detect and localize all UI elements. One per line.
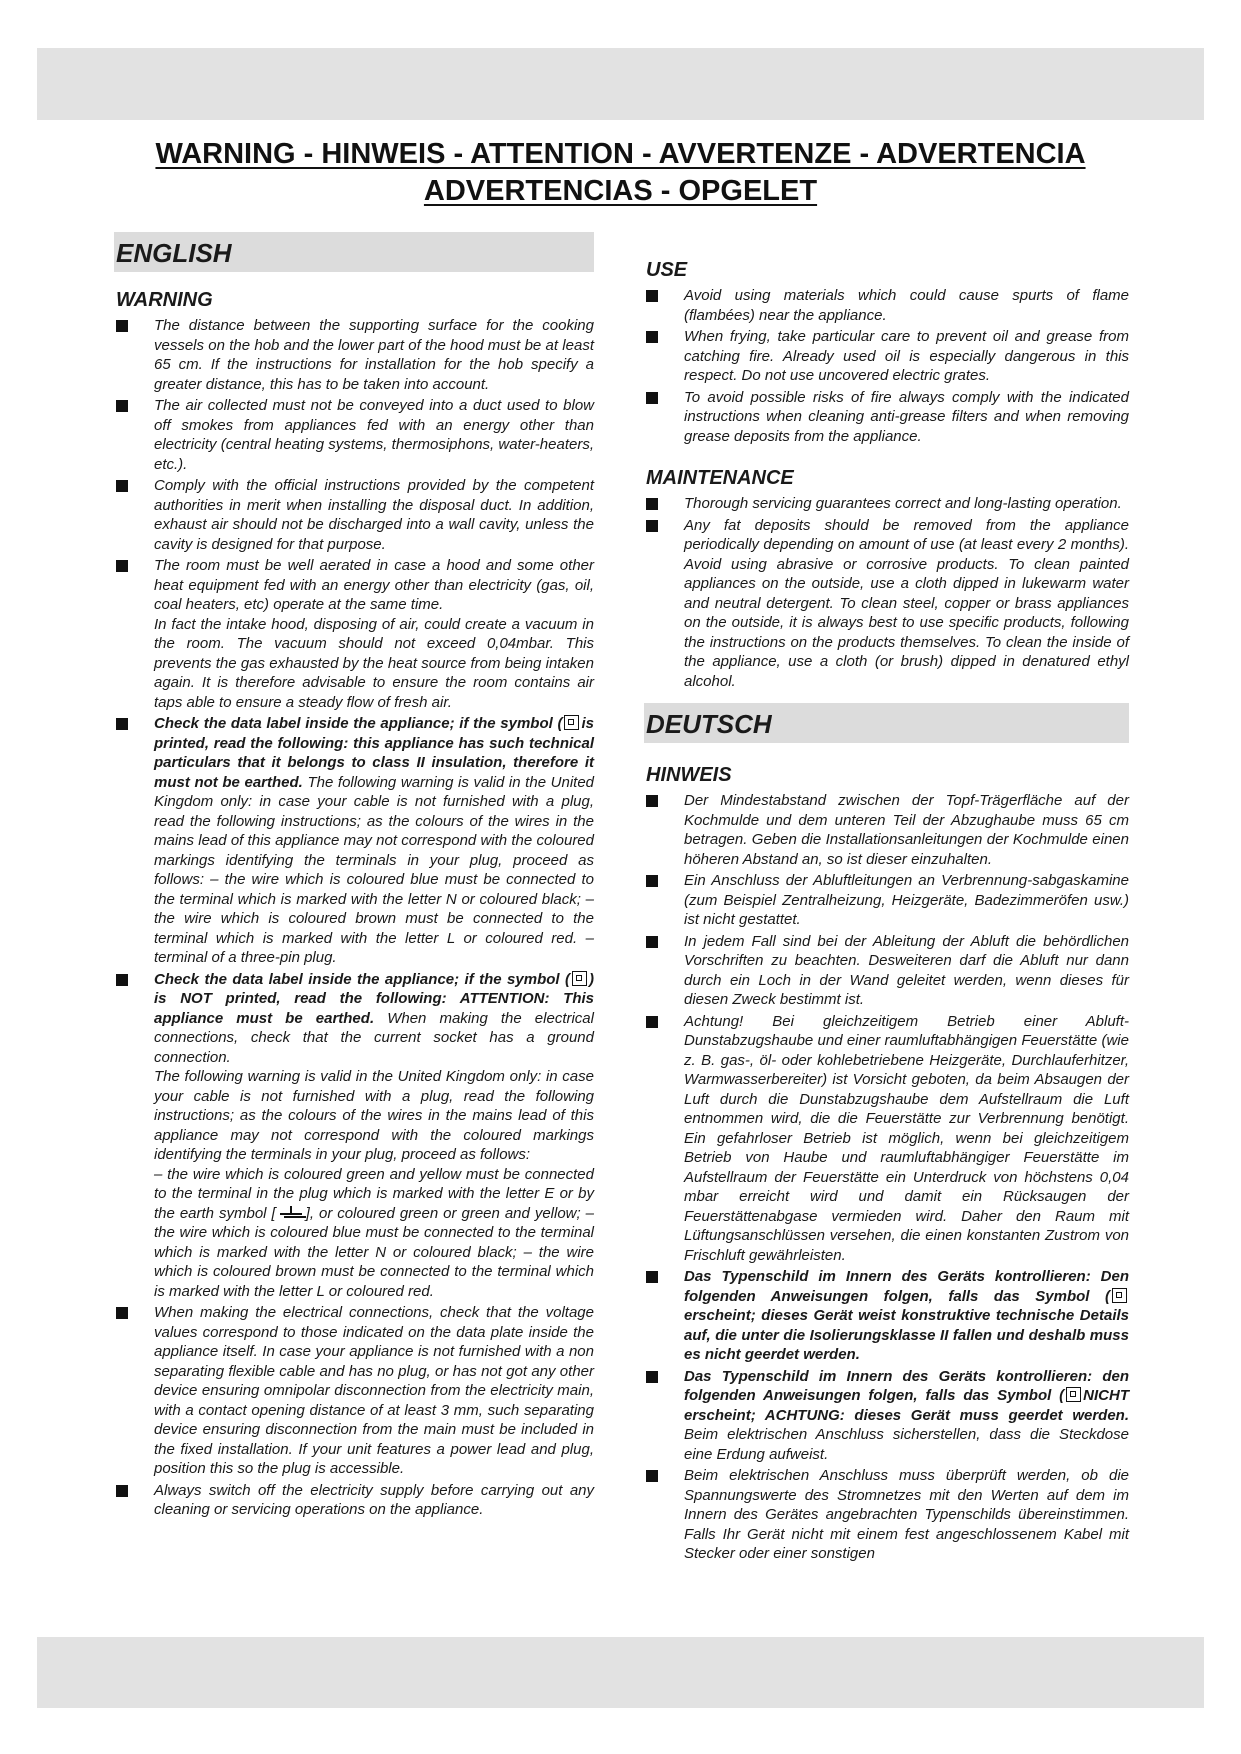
list-item: Ein Anschluss der Abluftleitungen an Verbrennung-sabgaskamine (zum Beispiel Zentralheizung, Heizgeräte, Badezimmeröfen usw.) ist nicht gestattet. <box>644 871 1129 930</box>
list-item: Achtung! Bei gleichzeitigem Betrieb einer Abluft-Dunstabzugshaube und einer raumluftabhängigen Feuerstätte (wie z. B. gas-, öl- oder kohlebetriebene Heizgeräte, Durchlauferhitzer, Warmwasserbereiter) ist Vorsicht geboten, da beim Absaugen der Luft durch die Dunstabzugshaube dem Aufstellraum die Luft entnommen wird, die die Feuerstätte zur Verbrennung benötigt. Ein gefahrloser Betrieb ist möglich, wenn bei gleichzeitigem Betrieb von Haube und raumluftabhängiger Feuerstätte im Aufstellraum der Feuerstätte ein Unterdruck von höchstens 0,04 mbar erreicht wird und damit ein Rücksaugen der Feuerstättenabgase vermieden wird. Daher den Raum mit Lüftungsanschlüssen versehen, die einen konstanten Zustrom von Frischluft gewährleisten. <box>644 1012 1129 1266</box>
section-heading-maintenance: MAINTENANCE <box>646 467 794 489</box>
list-item: The distance between the supporting surface for the cooking vessels on the hob and the lower part of the hood must be at least 65 cm. If the instructions for installation for the hob specify a greater distance, this has to be taken into account. <box>114 316 594 394</box>
footer-band <box>37 1637 1204 1708</box>
list-item: When frying, take particular care to prevent oil and grease from catching fire. Already used oil is especially dangerous in this respect. Do not use uncovered electric grates. <box>644 327 1129 386</box>
earth-symbol-icon <box>280 1206 302 1220</box>
class-ii-symbol-icon <box>1066 1387 1081 1402</box>
use-list <box>644 286 1129 446</box>
list-item: Das Typenschild im Innern des Geräts kontrollieren: Den folgenden Anweisungen folgen, falls das Symbol (erscheint; dieses Gerät weist konstruktive technische Details auf, die unter die Isolierungsklasse II fallen und deshalb muss es nicht geerdet werden. <box>644 1267 1129 1365</box>
maintenance-list <box>644 494 1129 691</box>
class-ii-symbol-icon <box>1112 1288 1127 1303</box>
lang-header-deutsch: DEUTSCH <box>644 703 1129 743</box>
class-ii-symbol-icon <box>564 715 579 730</box>
left-column <box>114 232 594 1522</box>
class-ii-symbol-icon <box>572 971 587 986</box>
list-item: When making the electrical connections, check that the voltage values correspond to those indicated on the data plate inside the appliance itself. In case your appliance is not furnished with a non separating flexible cable and has no plug, or has not got any other device ensuring omnipolar disconnection from the electricity main, with a contact opening distance of at least 3 mm, such separating device ensuring disconnection from the main must be included in the fixed installation. If your unit features a power lead and plug, position this so the plug is accessible. <box>114 1303 594 1479</box>
list-item: Any fat deposits should be removed from the appliance periodically depending on amount of use (at least every 2 months). Avoid using abrasive or corrosive products. To clean painted appliances on the outside, use a cloth dipped in lukewarm water and neutral detergent. To clean steel, copper or brass appliances on the outside, it is always best to use specific products, following the instructions on the products themselves. To clean the inside of the appliance, use a cloth (or brush) dipped in denatured ethyl alcohol. <box>644 516 1129 692</box>
list-item: Thorough servicing guarantees correct and long-lasting operation. <box>644 494 1129 514</box>
section-heading-hinweis: HINWEIS <box>646 764 732 786</box>
list-item: The air collected must not be conveyed into a duct used to blow off smokes from appliances fed with an energy other than electricity (central heating systems, thermosiphons, water-heaters, etc.). <box>114 396 594 474</box>
lang-header-english: ENGLISH <box>114 232 594 272</box>
list-item: Comply with the official instructions provided by the competent authorities in merit when installing the disposal duct. In addition, exhaust air should not be discharged into a wall cavity, unless the cavity is designed for that purpose. <box>114 476 594 554</box>
list-item: In jedem Fall sind bei der Ableitung der Abluft die behördlichen Vorschriften zu beachten. Desweiteren darf die Abluft nur dann durch ein Loch in der Wand geleitet werden, wenn dieses für diesen Zweck bestimmt ist. <box>644 932 1129 1010</box>
page-title <box>40 136 1201 210</box>
list-item: Beim elektrischen Anschluss muss überprüft werden, ob die Spannungswerte des Stromnetzes mit den Werten auf dem im Innern des Gerätes angebrachten Typenschilds übereinstimmen. Falls Ihr Gerät nicht mit einem fest angeschlossenem Kabel mit Stecker oder einer sonstigen <box>644 1466 1129 1564</box>
list-item: Always switch off the electricity supply before carrying out any cleaning or servicing operations on the appliance. <box>114 1481 594 1520</box>
list-item: The room must be well aerated in case a hood and some other heat equipment fed with an energy other than electricity (gas, oil, coal heaters, etc) operate at the same time. In fact the intake hood, disposing of air, could create a vacuum in the room. The vacuum should not exceed 0,04mbar. This prevents the gas exhausted by the heat source from being intaken again. It is therefore advisable to ensure the room contains air taps able to ensure a steady flow of fresh air. <box>114 556 594 712</box>
right-column <box>644 258 1129 1566</box>
section-heading-warning: WARNING <box>116 289 213 311</box>
warning-list <box>114 316 594 1520</box>
title-line-2: ADVERTENCIAS - OPGELET <box>423 175 818 207</box>
list-item: Check the data label inside the appliance; if the symbol ( is printed, read the following: this appliance has such technical particulars that it belongs to class II insulation, therefore it must not be earthed. The following warning is valid in the United Kingdom only: in case your cable is not furnished with a plug, read the following instructions; as the colours of the wires in the mains lead of this appliance may not correspond with the coloured markings identifying the terminals in your plug, proceed as follows: – the wire which is coloured blue must be connected to the terminal which is marked with the letter N or coloured black; – the wire which is coloured brown must be connected to the terminal which is marked with the letter L or coloured red. – terminal of a three-pin plug. <box>114 714 594 968</box>
section-heading-use: USE <box>646 259 688 281</box>
list-item: Check the data label inside the appliance; if the symbol ( ) is NOT printed, read the following: ATTENTION: This appliance must be earthed. When making the electrical connections, check that the current socket has a ground connection. The following warning is valid in the United Kingdom only: in case your cable is not furnished with a plug, read the following instructions; as the colours of the wires in the mains lead of this appliance may not correspond with the coloured markings identifying the terminals in your plug, proceed as follows: – the wire which is coloured green and yellow must be connected to the terminal in the plug which is marked with the letter E or by the earth symbol [ ], or coloured green or green and yellow; – the wire which is coloured blue must be connected to the terminal which is marked with the letter N or coloured black; – the wire which is coloured brown must be connected to the terminal which is marked with the letter L or coloured red. <box>114 970 594 1302</box>
title-line-1: WARNING - HINWEIS - ATTENTION - AVVERTENZE - ADVERTENCIA <box>155 138 1086 170</box>
list-item: Das Typenschild im Innern des Geräts kontrollieren: den folgenden Anweisungen folgen, falls das Symbol ( NICHT erscheint; ACHTUNG: dieses Gerät muss geerdet werden. Beim elektrischen Anschluss sicherstellen, dass die Steckdose eine Erdung aufweist. <box>644 1367 1129 1465</box>
header-band <box>37 48 1204 120</box>
list-item: Der Mindestabstand zwischen der Topf-Trägerfläche auf der Kochmulde und dem unteren Teil der Abzughaube muss 65 cm betragen. Geben die Installationsanleitungen der Kochmulde einen höheren Abstand an, so ist dieser einzuhalten. <box>644 791 1129 869</box>
hinweis-list <box>644 791 1129 1564</box>
list-item: Avoid using materials which could cause spurts of flame (flambées) near the appliance. <box>644 286 1129 325</box>
list-item: To avoid possible risks of fire always comply with the indicated instructions when cleaning anti-grease filters and when removing grease deposits from the appliance. <box>644 388 1129 447</box>
